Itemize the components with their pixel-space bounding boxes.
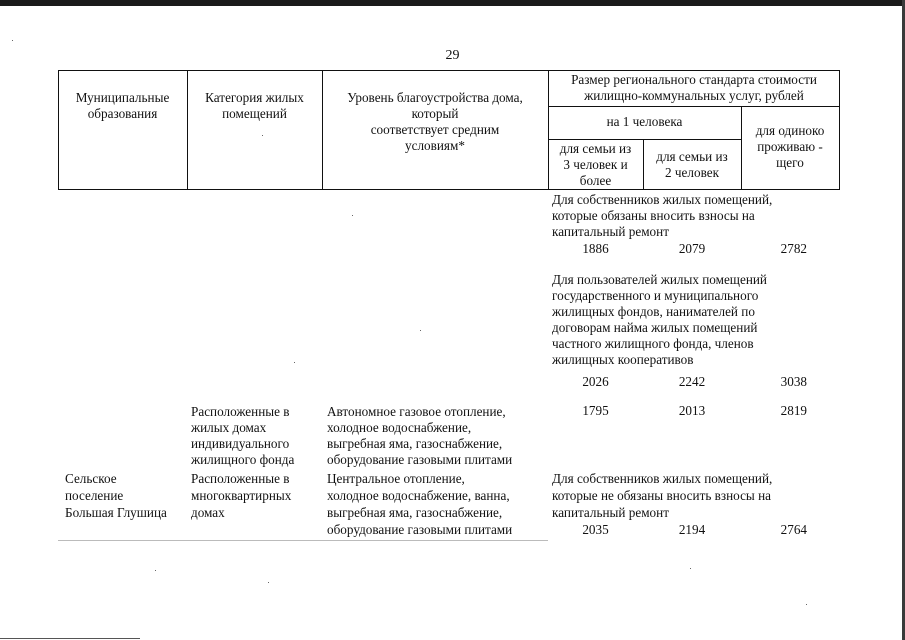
table-bottom-rule (58, 540, 548, 541)
page-number: 29 (445, 48, 460, 63)
scan-edge-bottom (0, 638, 140, 639)
scan-edge-top (0, 0, 905, 6)
header-per-person: на 1 человека (606, 114, 683, 129)
